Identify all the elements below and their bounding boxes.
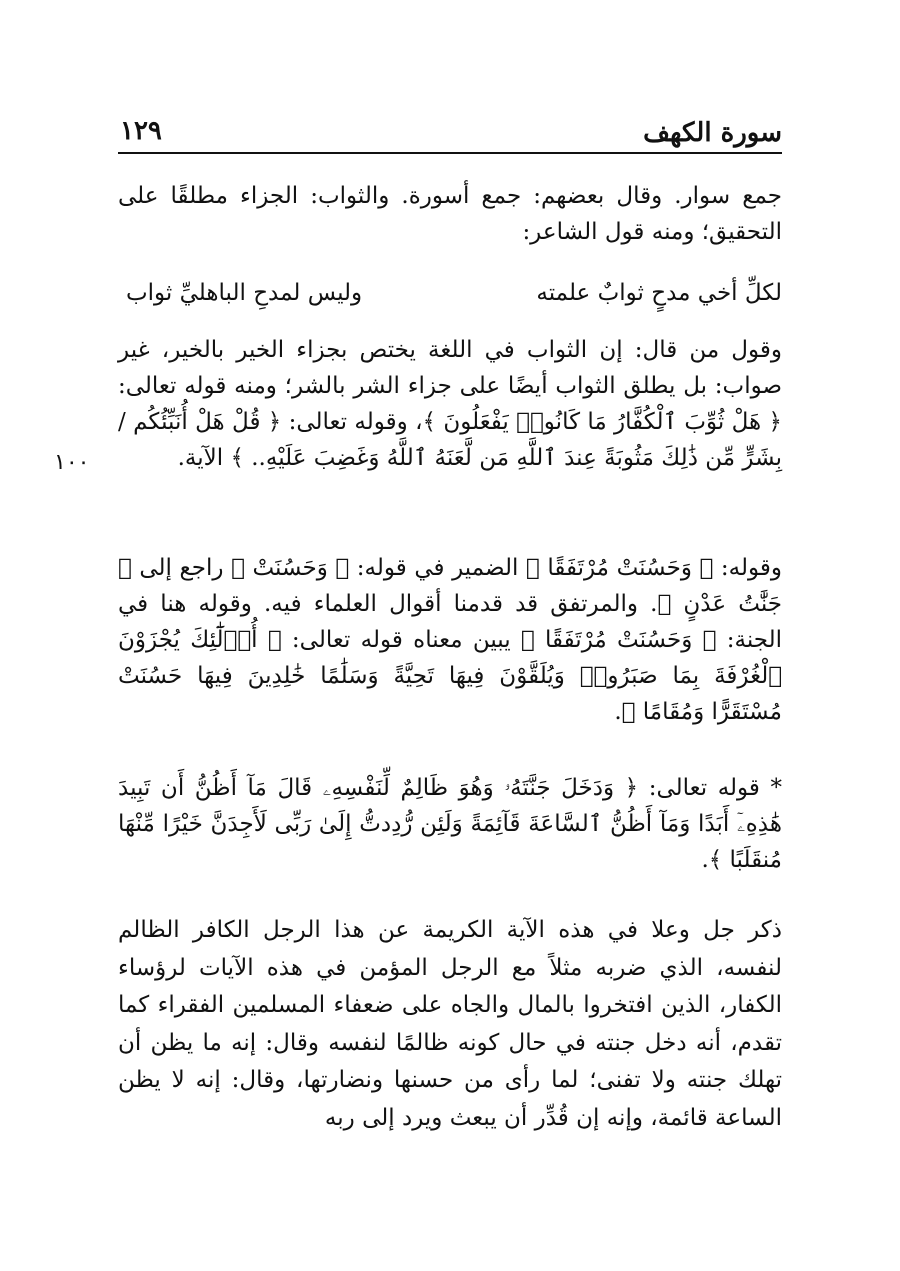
poetry-verse [118, 273, 782, 313]
paragraph-explanation: ذكر جل وعلا في هذه الآية الكريمة عن هذا الرجل الكافر الظالم لنفسه، الذي ضربه مثلاً مع الرجل المؤمن في هذه الآيات لرؤساء الكفار، الذين افتخروا بالمال والجاه على ضعفاء المسلمين الفقراء كما تقدم، أنه دخل جنته في حال كونه ظالمًا لنفسه وقال: إنه ما يظن أن تهلك جنته ولا تفنى؛ لما رأى من حسنها ونضارتها، وقال: إنه لا يظن الساعة قائمة، وإنه إن قُدِّر أن يبعث ويرد إلى ربه [118, 917, 782, 1131]
page-header [118, 112, 782, 154]
page-number: ١٢٩ [120, 116, 162, 146]
margin-page-marker: ١٠٠ [54, 450, 90, 475]
verse-first-hemistich: لكلِّ أخي مدحٍ ثوابٌ علمته [536, 280, 782, 306]
paragraph-thawab: وقول من قال: إن الثواب في اللغة يختص بجزاء الخير بالخير، غير صواب: بل يطلق الثواب أيضًا على جزاء الشر بالشر؛ ومنه قوله تعالى: ﴿ هَلْ ثُوِّبَ ٱلْكُفَّارُ مَا كَانُوا۟ يَفْعَلُونَ ﴾، وقوله تعالى: ﴿ قُلْ هَلْ أُنَبِّئُكُم / بِشَرٍّ مِّن ذَٰلِكَ مَثُوبَةً عِندَ ٱللَّهِ مَن لَّعَنَهُ ٱللَّهُ وَغَضِبَ عَلَيْهِ.. ﴾ الآية. [118, 337, 782, 471]
paragraph-murtafaq: وقوله: ﴿ وَحَسُنَتْ مُرْتَفَقًا ﴾ الضمير في قوله: ﴿ وَحَسُنَتْ ﴾ راجع إلى ﴿ جَنَّٰتُ عَدْنٍ ﴾. والمرتفق قد قدمنا أقوال العلماء فيه. وقوله هنا في الجنة: ﴿ وَحَسُنَتْ مُرْتَفَقًا ﴾ يبين معناه قوله تعالى: ﴿ أُو۟لَٰٓئِكَ يُجْزَوْنَ ٱلْغُرْفَةَ بِمَا صَبَرُوا۟ وَيُلَقَّوْنَ فِيهَا تَحِيَّةً وَسَلَٰمًا خَٰلِدِينَ فِيهَا حَسُنَتْ مُسْتَقَرًّا وَمُقَامًا ﴾. [118, 555, 782, 725]
verse-second-hemistich: وليس لمدحِ الباهليِّ ثواب [126, 280, 363, 306]
chapter-title: سورة الكهف [643, 118, 782, 148]
paragraph-definitions: جمع سوار. وقال بعضهم: جمع أسورة. والثواب: الجزاء مطلقًا على التحقيق؛ ومنه قول الشاعر: [118, 183, 782, 245]
paragraph-verse-quote: * قوله تعالى: ﴿ وَدَخَلَ جَنَّتَهُۥ وَهُوَ ظَالِمٌ لِّنَفْسِهِۦ قَالَ مَآ أَظُنُّ أَن تَبِيدَ هَٰذِهِۦٓ أَبَدًا وَمَآ أَظُنُّ ٱلسَّاعَةَ قَآئِمَةً وَلَئِن رُّدِدتُّ إِلَىٰ رَبِّى لَأَجِدَنَّ خَيْرًا مِّنْهَا مُنقَلَبًا ﴾. [118, 775, 782, 873]
